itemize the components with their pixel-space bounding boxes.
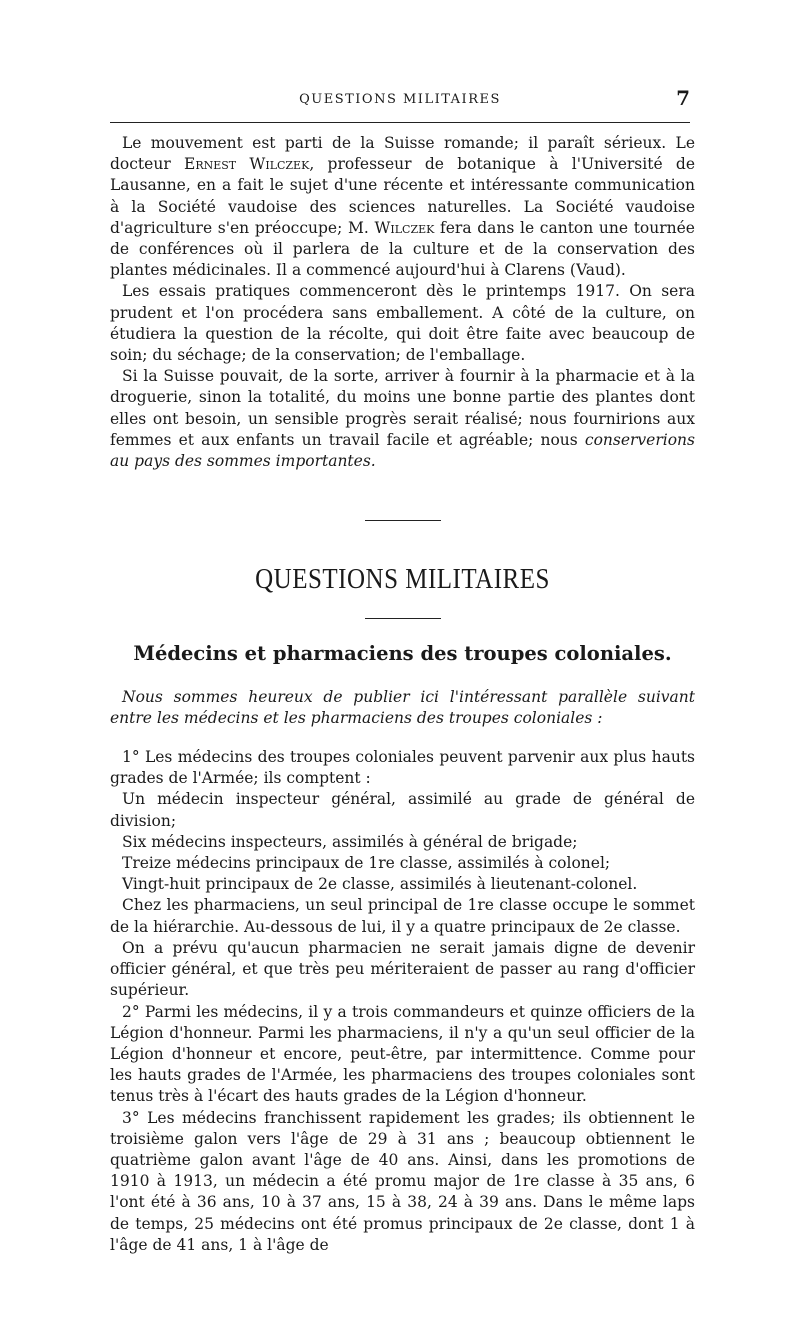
paragraph: 3° Les médecins franchissent rapidement les grades; ils obtiennent le troisième galon vers l'âge de 29 à 31 ans ; beaucoup obtiennent le quatrième galon avant l'âge de 40 ans. Ainsi, dans les promotions de 1910 à 1913, un médecin a été promu major de 1re classe à 35 ans, 6 l'ont été à 36 ans, 10 à 37 ans, 15 à 38, 24 à 39 ans. Dans le même laps de temps, 25 médecins ont été promus principaux de 2e classe, dont 1 à l'âge de 41 ans, 1 à l'âge de	[110, 1108, 695, 1254]
list-item: Six médecins inspecteurs, assimilés à général de brigade;	[122, 832, 578, 851]
list-item: Un médecin inspecteur général, assimilé au grade de général de division;	[110, 790, 695, 830]
paragraph: Si la Suisse pouvait, de la sorte, arriver à fournir à la pharmacie et à la droguerie, sinon la totalité, du moins une bonne partie des plantes dont elles ont besoin, un sensible progrès serait réalisé; nous fournirions aux femmes et aux enfants un travail facile et agréable; nous conserverions au pays des sommes importantes.	[110, 367, 695, 471]
paragraph: Chez les pharmaciens, un seul principal de 1re classe occupe le sommet de la hiérarchie. Au-dessous de lui, il y a quatre principaux de 2e classe.	[110, 896, 695, 936]
page-number: 7	[676, 86, 690, 110]
paragraph: 2° Parmi les médecins, il y a trois commandeurs et quinze officiers de la Légion d'honneur. Parmi les pharmaciens, il n'y a qu'un seul officier de la Légion d'honneur et encore, peut-être, par intermittence. Comme pour les hauts grades de l'Armée, les pharmaciens des troupes coloniales sont tenus très à l'écart des hauts grades de la Légion d'honneur.	[110, 1002, 695, 1106]
person-name: Wilczek	[374, 218, 435, 237]
running-title: QUESTIONS MILITAIRES	[299, 92, 501, 107]
running-header	[110, 88, 690, 110]
paragraph: Les essais pratiques commenceront dès le printemps 1917. On sera prudent et l'on procédera sans emballement. A côté de la culture, on étudiera la question de la récolte, qui doit être faite avec beaucoup de soin; du séchage; de la conservation; de l'emballage.	[110, 282, 695, 365]
paragraph: Le mouvement est parti de la Suisse romande; il paraît sérieux. Le docteur Ernest Wilczek, professeur de botanique à l'Université de Lausanne, en a fait le sujet d'une récente et intéressante communication à la Société vaudoise des sciences naturelles. La Société vaudoise d'agriculture s'en préoccupe; M. Wilczek fera dans le canton une tournée de conférences où il parlera de la culture et de la conservation des plantes médicinales. Il a commencé aujourd'hui à Clarens (Vaud).	[110, 134, 695, 280]
list-item: Vingt-huit principaux de 2e classe, assimilés à lieutenant-colonel.	[122, 875, 638, 894]
person-name: Ernest Wilczek	[184, 155, 310, 174]
list-item: Treize médecins principaux de 1re classe, assimilés à colonel;	[122, 854, 611, 873]
paragraph: On a prévu qu'aucun pharmacien ne serait jamais digne de devenir officier général, et que très peu mériteraient de passer au rang d'officier supérieur.	[110, 938, 695, 1000]
intro-paragraph: Nous sommes heureux de publier ici l'intéressant parallèle suivant entre les médecins et les pharmaciens des troupes coloniales :	[110, 687, 695, 727]
paragraph: 1° Les médecins des troupes coloniales peuvent parvenir aux plus hauts grades de l'Armée; ils comptent :	[110, 748, 695, 788]
header-rule	[110, 122, 690, 123]
page-body	[110, 133, 695, 1256]
section-title: QUESTIONS MILITAIRES	[255, 564, 550, 596]
subsection-title: Médecins et pharmaciens des troupes coloniales.	[133, 642, 672, 666]
